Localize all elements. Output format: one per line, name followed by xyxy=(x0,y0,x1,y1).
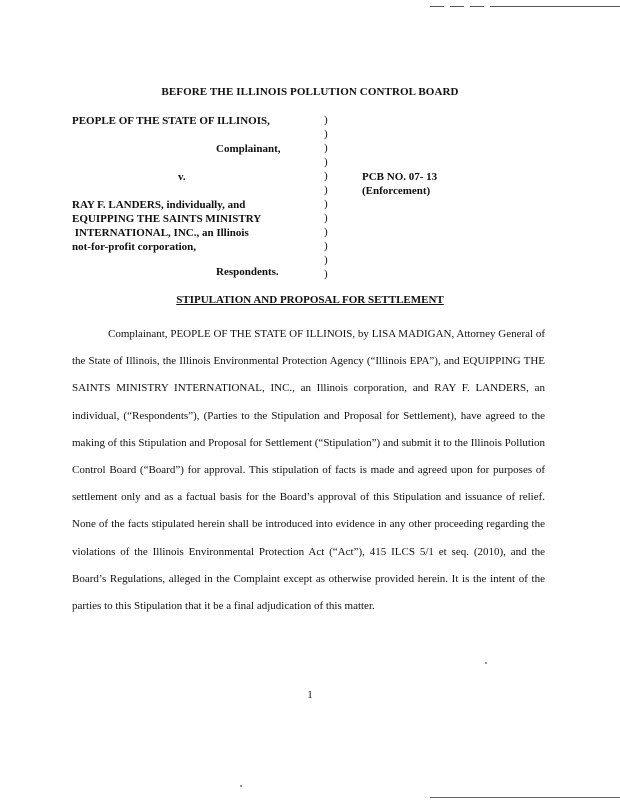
caption-paren-column xyxy=(324,113,334,281)
caption-paren: ) xyxy=(324,156,328,168)
scan-dash-mark xyxy=(430,6,444,7)
caption-paren: ) xyxy=(324,268,328,280)
respondent-role: Respondents. xyxy=(216,266,279,278)
scan-speck xyxy=(485,662,487,664)
board-title: BEFORE THE ILLINOIS POLLUTION CONTROL BOARD xyxy=(161,86,459,98)
body-paragraph xyxy=(72,321,545,620)
body-text: Complainant, PEOPLE OF THE STATE OF ILLINOIS, by LISA MADIGAN, Attorney General of the State of Illinois, the Illinois Environmental Protection Agency (“Illinois EPA”), and EQUIPPING THE SAINTS MINISTRY INTERNATIONAL, INC., an Illinois corporation, and RAY F. LANDERS, an individual, (“Respondents”), (Parties to the Stipulation and Proposal for Settlement), have agreed to the making of this Stipulation and Proposal for Settlement (“Stipulation”) and submit it to the Illinois Pollution Control Board (“Board”) for approval. This stipulation of facts is made and agreed upon for purposes of settlement only and as a factual basis for the Board’s approval of this Stipulation and issuance of relief. None of the facts stipulated herein shall be introduced into evidence in any other proceeding regarding the violations of the Illinois Environmental Protection Act (“Act”), 415 ILCS 5/1 et seq. (2010), and the Board’s Regulations, alleged in the Complaint except as otherwise provided herein. It is the intent of the parties to this Stipulation that it be a final adjudication of this matter. xyxy=(72,328,545,613)
scan-footer-line xyxy=(430,797,620,798)
complainant-name: PEOPLE OF THE STATE OF ILLINOIS, xyxy=(72,115,270,127)
respondent-line: EQUIPPING THE SAINTS MINISTRY xyxy=(72,213,262,225)
case-type: (Enforcement) xyxy=(362,185,431,197)
caption-paren: ) xyxy=(324,114,328,126)
respondent-line: INTERNATIONAL, INC., an Illinois xyxy=(72,227,249,239)
scan-dash-mark xyxy=(470,6,484,7)
case-number: PCB NO. 07- 13 xyxy=(362,171,438,183)
caption-paren: ) xyxy=(324,240,328,252)
section-heading: STIPULATION AND PROPOSAL FOR SETTLEMENT xyxy=(176,294,444,306)
caption-paren: ) xyxy=(324,198,328,210)
caption-paren: ) xyxy=(324,128,328,140)
respondent-line: not-for-profit corporation, xyxy=(72,241,197,253)
caption-paren: ) xyxy=(324,142,328,154)
page-number: 1 xyxy=(307,689,313,701)
scan-speck xyxy=(240,785,242,787)
respondent-line: RAY F. LANDERS, individually, and xyxy=(72,199,246,211)
caption-paren: ) xyxy=(324,254,328,266)
caption-paren: ) xyxy=(324,170,328,182)
versus-label: v. xyxy=(178,171,186,183)
caption-paren: ) xyxy=(324,212,328,224)
scan-dash-mark xyxy=(490,6,620,7)
scan-dash-mark xyxy=(450,6,464,7)
complainant-role: Complainant, xyxy=(216,143,281,155)
caption-paren: ) xyxy=(324,226,328,238)
caption-paren: ) xyxy=(324,184,328,196)
